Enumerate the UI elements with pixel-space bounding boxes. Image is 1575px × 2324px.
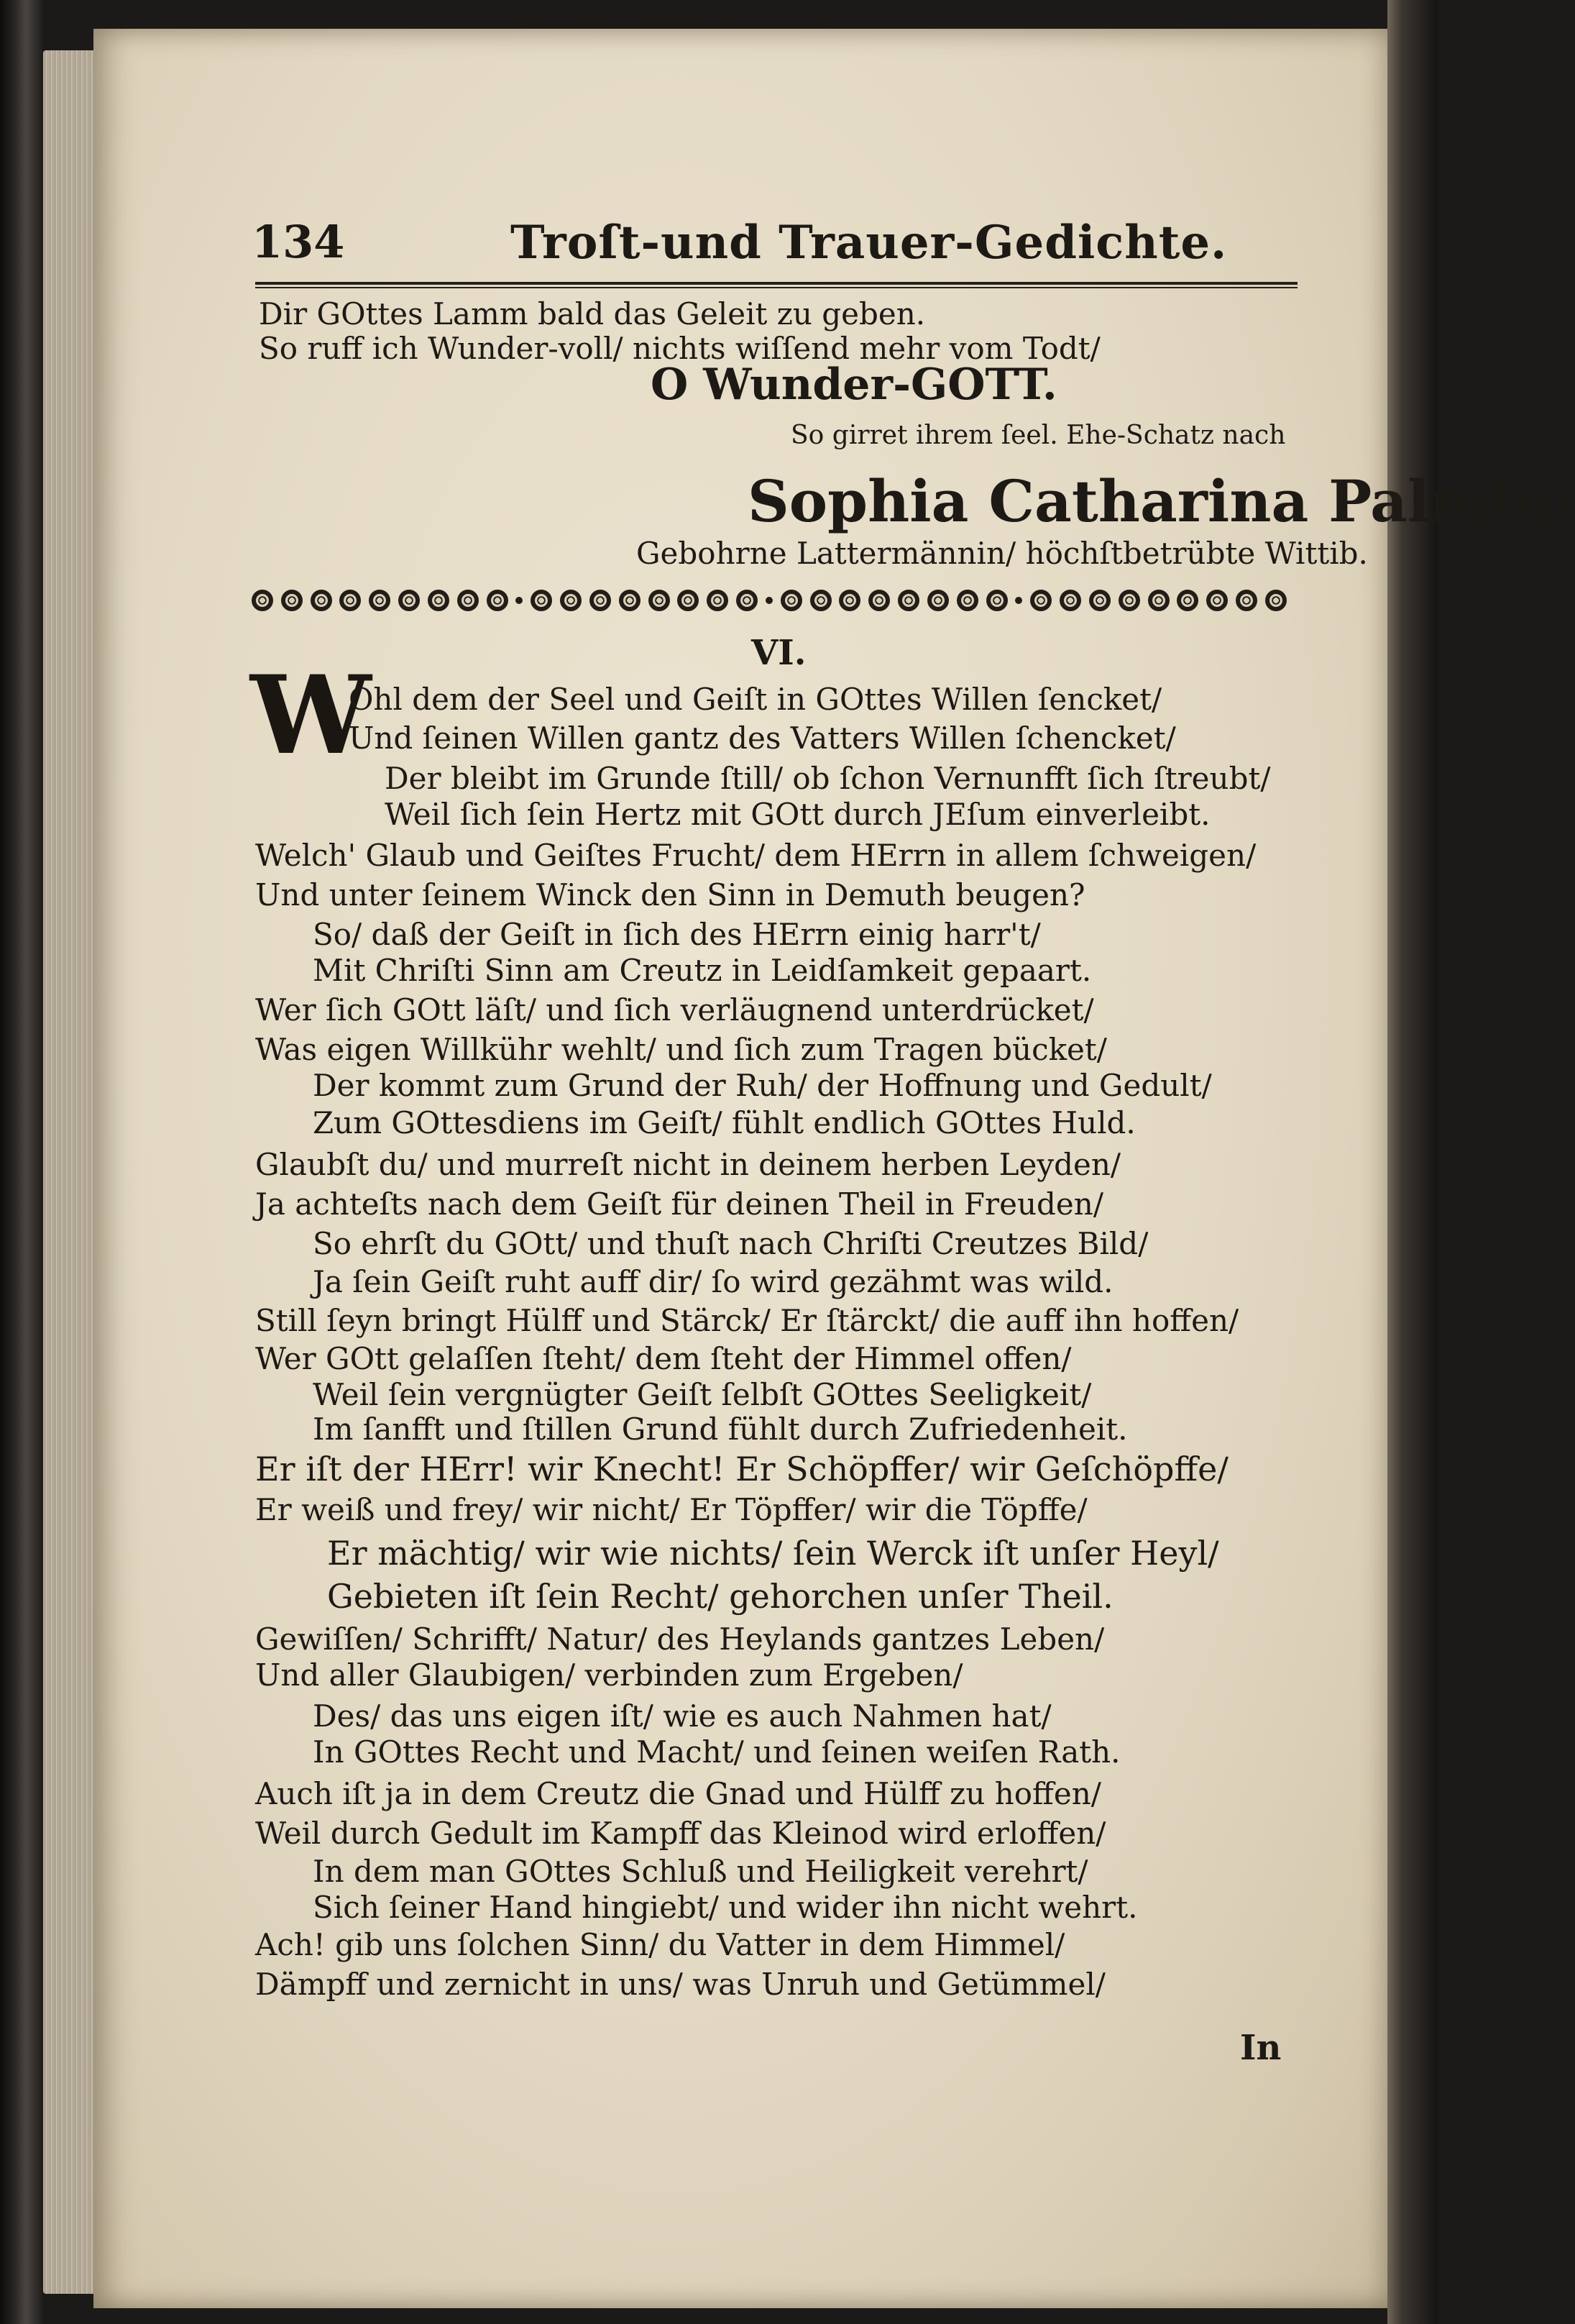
ornament-ring-icon [252, 590, 273, 611]
poem-line: Mit Chriſti Sinn am Creutz in Leidſamkeit gepaart. [313, 953, 1092, 988]
ornament-ring-icon [281, 590, 303, 611]
text-line: So ruff ich Wunder-voll/ nichts wiſſend mehr vom Todt/ [259, 331, 1101, 366]
poem-line: Still ſeyn bringt Hülff und Stärck/ Er ſtärckt/ die auff ihn hoffen/ [255, 1303, 1239, 1338]
ornament-ring-icon [428, 590, 449, 611]
ornament-ring-icon [1089, 590, 1111, 611]
poem-line: Und unter ſeinem Winck den Sinn in Demuth beugen? [255, 877, 1085, 912]
ornament-ring-icon [1148, 590, 1170, 611]
poem-line: Ja ſein Geiſt ruht auff dir/ ſo wird gezähmt was wild. [313, 1264, 1113, 1299]
ornament-dot-icon [766, 597, 773, 604]
drop-cap: W [250, 652, 372, 779]
book-binding-right [1387, 0, 1438, 2324]
poem-line: Wer ſich GOtt läſt/ und ſich verläugnend unterdrücket/ [255, 992, 1094, 1028]
poem-line: Zum GOttesdiens im Geiſt/ fühlt endlich GOttes Huld. [313, 1105, 1136, 1140]
ornament-ring-icon [457, 590, 479, 611]
ornament-ring-icon [648, 590, 670, 611]
ornament-ring-icon [619, 590, 640, 611]
ornament-ring-icon [1060, 590, 1081, 611]
poem-line: Weil durch Gedult im Kampff das Kleinod wird erloffen/ [255, 1816, 1106, 1851]
ornament-ring-icon [1030, 590, 1052, 611]
ornament-dot-icon [1015, 597, 1022, 604]
ornament-ring-icon [986, 590, 1008, 611]
ornament-ring-icon [957, 590, 978, 611]
ornament-ring-icon [589, 590, 611, 611]
ornament-band [252, 584, 1287, 617]
page-header [252, 216, 1294, 280]
ornament-ring-icon [677, 590, 699, 611]
poem-line: Wer GOtt gelaſſen ſteht/ dem ſteht der Himmel offen/ [255, 1341, 1072, 1376]
section-number: VI. [751, 633, 807, 673]
poem-line: Ja achteſts nach dem Geiſt für deinen Theil in Freuden/ [255, 1186, 1103, 1222]
ornament-ring-icon [487, 590, 508, 611]
text-line: Dir GOttes Lamm bald das Geleit zu geben. [259, 296, 926, 331]
ornament-ring-icon [398, 590, 420, 611]
exclamation-line: O Wunder-GOTT. [651, 360, 1057, 410]
poem-line: Und aller Glaubigen/ verbinden zum Ergeben/ [255, 1657, 963, 1693]
ornament-ring-icon [810, 590, 832, 611]
ornament-dot-icon [515, 597, 523, 604]
poem-line: In dem man GOttes Schluß und Heiligkeit verehrt/ [313, 1854, 1088, 1889]
poem-line: In GOttes Recht und Macht/ und ſeinen weiſen Rath. [313, 1734, 1121, 1770]
ornament-ring-icon [369, 590, 390, 611]
author-subtitle: Gebohrne Lattermännin/ höchſtbetrübte Wittib. [636, 536, 1368, 571]
ornament-ring-icon [927, 590, 949, 611]
poem-line: Er weiß und frey/ wir nicht/ Er Töpffer/ wir die Töpffe/ [255, 1492, 1088, 1527]
dedication-intro: So girret ihrem ſeel. Ehe-Schatz nach [791, 421, 1286, 450]
ornament-ring-icon [898, 590, 919, 611]
poem-line: Der bleibt im Grunde ſtill/ ob ſchon Vernunfft ſich ſtreubt/ [385, 761, 1271, 796]
poem-line: Der kommt zum Grund der Ruh/ der Hoffnung und Gedult/ [313, 1068, 1212, 1103]
ornament-ring-icon [1265, 590, 1287, 611]
book-binding-left [0, 0, 43, 2324]
poem-line: Auch iſt ja in dem Creutz die Gnad und Hülff zu hoffen/ [255, 1776, 1101, 1811]
ornament-ring-icon [839, 590, 860, 611]
ornament-ring-icon [311, 590, 332, 611]
poem-line: Sich ſeiner Hand hingiebt/ und wider ihn nicht wehrt. [313, 1890, 1138, 1925]
poem-line: Ach! gib uns ſolchen Sinn/ du Vatter in dem Himmel/ [255, 1927, 1065, 1962]
poem-line: Weil ſein vergnügter Geiſt ſelbſt GOttes Seeligkeit/ [313, 1377, 1092, 1412]
ornament-ring-icon [736, 590, 758, 611]
poem-line: Weil ſich ſein Hertz mit GOtt durch JEſum einverleibt. [385, 797, 1211, 832]
catchword: In [1240, 2028, 1282, 2068]
poem-line: Er mächtig/ wir wie nichts/ ſein Werck iſt unſer Heyl/ [327, 1534, 1219, 1573]
poem-line: Dämpff und zernicht in uns/ was Unruh und Getümmel/ [255, 1967, 1106, 2002]
poem-line: Gebieten iſt ſein Recht/ gehorchen unſer Theil. [327, 1577, 1113, 1616]
poem-line: Glaubſt du/ und murreſt nicht in deinem herben Leyden/ [255, 1147, 1121, 1182]
poem-line: Im ſanfft und ſtillen Grund fühlt durch Zufriedenheit. [313, 1412, 1128, 1447]
poem-line: Welch' Glaub und Geiſtes Frucht/ dem HErrn in allem ſchweigen/ [255, 838, 1257, 873]
poem-line: Des/ das uns eigen iſt/ wie es auch Nahmen hat/ [313, 1698, 1052, 1734]
ornament-ring-icon [868, 590, 890, 611]
ornament-ring-icon [1177, 590, 1198, 611]
header-rule [255, 282, 1298, 288]
poem-line: So ehrſt du GOtt/ und thuſt nach Chriſti Creutzes Bild/ [313, 1226, 1149, 1261]
ornament-ring-icon [339, 590, 361, 611]
page-number: 134 [252, 216, 345, 268]
ornament-ring-icon [531, 590, 552, 611]
poem-line: So/ daß der Geiſt in ſich des HErrn einig harr't/ [313, 917, 1041, 952]
running-head: Troſt-und Trauer-Gedichte. [510, 216, 1228, 270]
author-name: Sophia Catharina Palmin/ [748, 467, 1575, 535]
ornament-ring-icon [1119, 590, 1140, 611]
ornament-ring-icon [1236, 590, 1257, 611]
poem-line: Er iſt der HErr! wir Knecht! Er Schöpffer/ wir Geſchöpffe/ [255, 1450, 1229, 1488]
poem-line: Und ſeinen Willen gantz des Vatters Willen ſchencket/ [349, 720, 1176, 756]
poem-line: Was eigen Willkühr wehlt/ und ſich zum Tragen bücket/ [255, 1032, 1107, 1067]
page-stack [43, 50, 101, 2294]
poem-line: Ohl dem der Seel und Geiſt in GOttes Willen ſencket/ [349, 682, 1162, 717]
ornament-ring-icon [707, 590, 728, 611]
ornament-ring-icon [560, 590, 582, 611]
ornament-ring-icon [1206, 590, 1228, 611]
poem-line: Gewiſſen/ Schrifft/ Natur/ des Heylands gantzes Leben/ [255, 1621, 1105, 1657]
ornament-ring-icon [781, 590, 802, 611]
